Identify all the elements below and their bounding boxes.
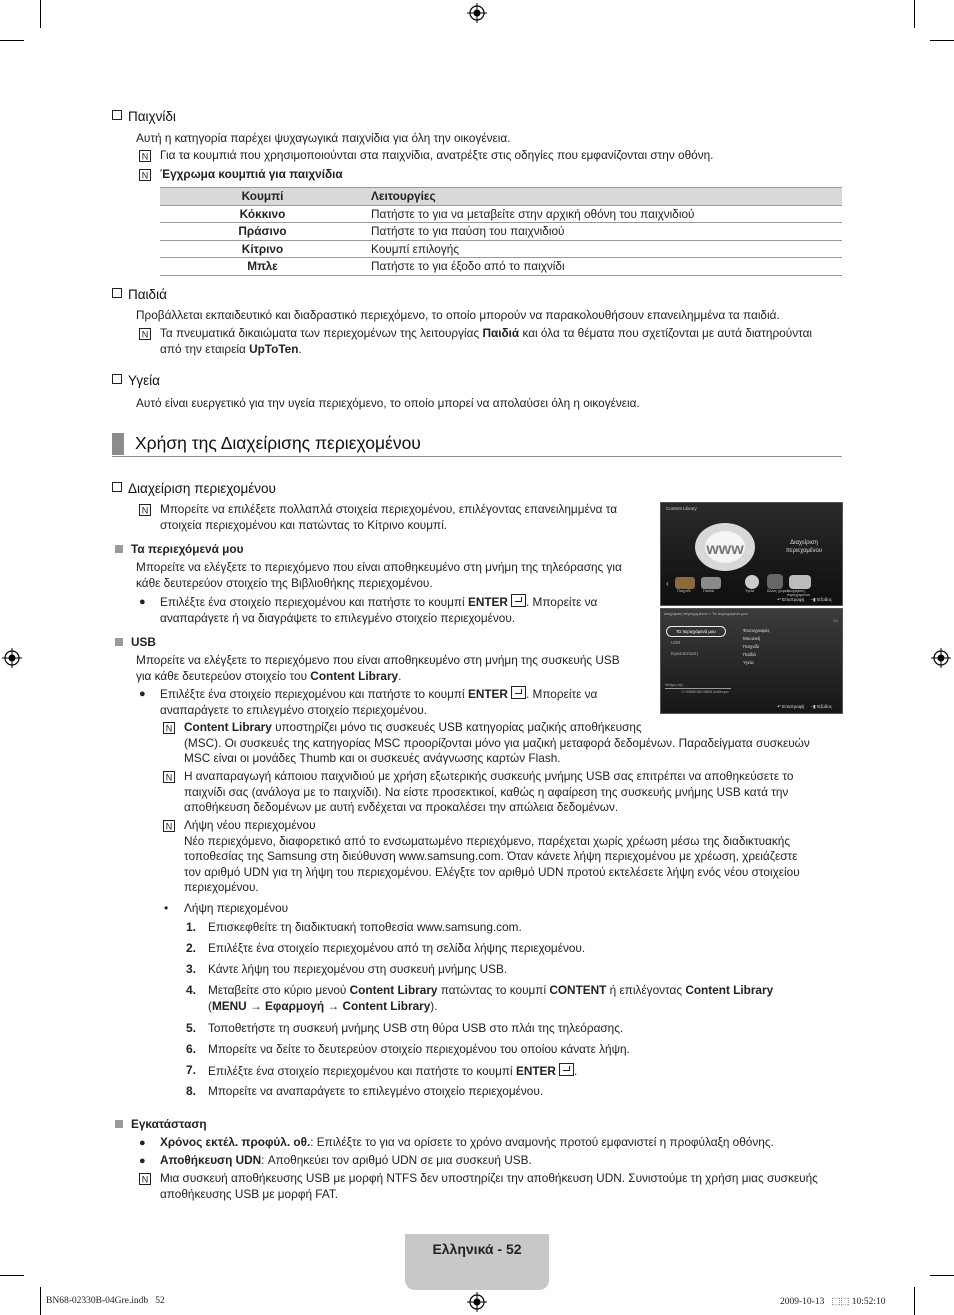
step-number: 1.	[186, 920, 197, 934]
text: Νέο περιεχόμενο, διαφορετικό από το ενσωματωμένο περιεχόμενο, παρέχεται χωρίς χρέωση μέσω της διαδικτυακής	[184, 833, 791, 848]
checkbox-square-icon	[112, 288, 122, 298]
crop-mark	[40, 1287, 41, 1315]
text: Παιδιά	[482, 326, 520, 340]
game-icon	[675, 577, 695, 589]
health-description: Αυτό είναι ευεργετικό για την υγεία περιεχόμενο, το οποίο μπορεί να απολαύσει όλη η οικογένεια.	[136, 396, 640, 410]
text: περιεχομένου.	[184, 880, 259, 894]
step-number: 3.	[186, 962, 197, 976]
kids-description: Προβάλλεται εκπαιδευτικό και διαδραστικό περιεχόμενο, το οποίο μπορούν να παρακολουθήσουν επανειλημμένα τα παιδιά.	[136, 308, 780, 322]
footer-date: 2009-10-13 ⬚⬚ 10:52:10	[780, 1297, 886, 1307]
text: Content Library	[685, 983, 774, 997]
svg-text:www: www	[706, 541, 744, 558]
text: →	[324, 998, 343, 1013]
games-description: Αυτή η κατηγορία παρέχει ψυχαγωγικά παιχνίδια για όλη την οικογένεια.	[136, 131, 511, 145]
text: ENTER	[467, 687, 508, 701]
my-contents-bullet	[160, 594, 597, 626]
text: UpToTen	[249, 341, 299, 356]
svg-text:N: N	[165, 821, 173, 832]
text: ENTER	[467, 595, 508, 609]
registration-mark-icon	[931, 648, 951, 668]
text: Τα πνευματικά δικαιώματα των περιεχομένων της λειτουργίας	[160, 326, 483, 340]
text: υποστηρίζει μόνο τις συσκευές USB κατηγορίας μαζικής αποθήκευσης	[271, 720, 642, 734]
setup-bullet-screensaver	[160, 1135, 774, 1151]
crop-mark	[0, 40, 24, 41]
text: πατώντας το κουμπί	[437, 983, 550, 997]
svg-text:N: N	[165, 772, 173, 783]
text: Λήψη νέου περιεχομένου	[184, 818, 316, 832]
text: CONTENT	[549, 983, 607, 997]
crop-mark	[930, 1275, 954, 1276]
screen-header: Διαχείριση περιεχομένου > Τα περιεχόμενά μου	[664, 611, 748, 616]
text: ENTER	[515, 1064, 556, 1078]
text: αναπαράγετε ή να διαγράψετε το επιλεγμένο στοιχείο περιεχομένου.	[160, 610, 516, 625]
text: Τα περιεχόμενά μου	[131, 542, 244, 556]
bullet-icon: •	[164, 901, 169, 915]
note-icon	[163, 820, 175, 832]
step-text: Κάντε λήψη του περιεχομένου στη συσκευή μνήμης USB.	[208, 962, 508, 976]
registration-mark-icon	[467, 3, 487, 23]
text: : Επιλέξτε το για να ορίσετε το χρόνο αναμονής προτού εμφανιστεί η προφύλαξη οθόνης.	[310, 1135, 774, 1149]
text: Μπορείτε να ελέγξετε το περιεχόμενο που είναι αποθηκευμένο στη μνήμη της τηλεόρασης για	[136, 560, 622, 574]
list-item[interactable]: Παιχνίδι	[743, 644, 759, 649]
usb-note-msc	[184, 720, 810, 767]
text: MENU	[211, 998, 247, 1013]
footer-file: BN68-02330B-04Gre.indb 52	[46, 1296, 165, 1306]
memory-label: Μνήμη τηλ.	[665, 683, 685, 687]
note-icon	[139, 504, 151, 516]
step-number: 6.	[186, 1042, 197, 1056]
content-management-icon	[789, 575, 811, 589]
note-icon	[139, 1173, 151, 1185]
side-item-my-contents[interactable]: Τα περιεχόμενά μου	[666, 626, 726, 637]
text: Παιχνίδι	[677, 589, 691, 593]
section-title: Χρήση της Διαχείρισης περιεχομένου	[135, 433, 421, 453]
screen-page-count: 1/1	[833, 619, 839, 623]
heading-text: Διαχείριση περιεχομένου	[128, 481, 276, 496]
content-library-screenshot	[660, 502, 843, 606]
memory-bar	[665, 688, 731, 689]
step-number: 4.	[186, 983, 197, 997]
gray-square-icon	[115, 638, 123, 646]
note-icon	[139, 169, 151, 181]
table-header-row	[160, 188, 842, 206]
text: Εγκατάσταση	[131, 1117, 207, 1131]
text: Content Library	[349, 983, 438, 997]
text: . Μπορείτε να	[525, 687, 598, 701]
text: κάθε δευτερεύον στοιχείο της Βιβλιοθήκης περιεχομένου.	[136, 575, 433, 590]
checkbox-square-icon	[112, 110, 122, 120]
text: για κάθε δευτερεύον στοιχείο του	[136, 668, 311, 683]
section-bar	[112, 433, 124, 455]
step-text	[208, 983, 773, 1014]
usb-bullet	[160, 686, 597, 718]
table-cell: Κόκκινο	[160, 205, 365, 223]
table-row	[160, 205, 842, 223]
text: Μια συσκευή αποθήκευσης USB με μορφή NTFS δεν υποστηρίζει την αποθήκευση UDN. Συνιστούμε τη χρήση μιας συσκευής	[160, 1171, 818, 1185]
text: Επιλέξτε ένα στοιχείο περιεχομένου και πατήστε το κουμπί	[160, 595, 468, 609]
text: Υγεία	[745, 589, 754, 593]
game-buttons-table	[160, 187, 842, 276]
text: τοποθεσίας της Samsung στη διεύθυνση www.samsung.com. Όταν κάνετε λήψη περιεχομένου με χρέωση, χρειάζεστε	[184, 849, 798, 863]
usb-note-download	[184, 818, 800, 896]
text: Μπορείτε να επιλέξετε πολλαπλά στοιχεία περιεχομένου, επιλέγοντας επανειλημμένα τα	[160, 502, 618, 516]
games-heading	[112, 109, 176, 124]
text: τον αριθμό UDN για τη λήψη του περιεχομένου. Ελέγξτε τον αριθμό UDN προτού εκτελέσετε λήψη ενός νέου στοιχείου	[184, 864, 800, 879]
svg-text:N: N	[165, 723, 173, 734]
content-management-heading	[112, 481, 276, 496]
side-item-setup[interactable]: Εγκατάσταση	[671, 651, 698, 656]
kids-icon	[701, 577, 721, 589]
www-globe-icon	[685, 517, 765, 575]
heading-text: Παιχνίδι	[128, 109, 176, 124]
bullet-icon: ●	[139, 1155, 146, 1167]
step-number: 8.	[186, 1084, 197, 1098]
text: ή επιλέγοντας	[606, 983, 686, 997]
table-cell: Μπλε	[160, 258, 365, 276]
table-cell: Πατήστε το για έξοδο από το παιχνίδι	[365, 258, 842, 276]
note-icon	[139, 150, 151, 162]
text: Μεταβείτε στο κύριο μενού	[208, 983, 350, 997]
text: Άλλες χώρες	[767, 589, 789, 593]
text: Η αναπαραγωγή κάποιου παιχνιδιού με χρήση εξωτερικής συσκευής μνήμης USB σας επιτρέπει να αποθηκεύσετε το	[184, 769, 794, 783]
table-header-cell: Λειτουργίες	[365, 188, 842, 206]
kids-note	[160, 326, 850, 357]
heading-text: Παιδιά	[128, 287, 167, 302]
bullet-icon: ●	[139, 596, 146, 608]
step-number: 2.	[186, 941, 197, 955]
table-header-cell: Κουμπί	[160, 188, 365, 206]
text: ).	[430, 998, 438, 1013]
checkbox-square-icon	[112, 374, 122, 384]
crop-mark	[0, 1275, 24, 1276]
usb-desc	[136, 653, 620, 684]
text: στοιχεία περιεχομένου και πατώντας το Κίτρινο κουμπί.	[160, 517, 448, 532]
text: Content Library	[184, 720, 272, 734]
crop-mark	[930, 40, 954, 41]
games-note-buttons: Για τα κουμπιά που χρησιμοποιούνται στα παιχνίδια, ανατρέξτε στις οδηγίες που εμφανίζονται στην οθόνη.	[160, 148, 714, 162]
heading-text: Υγεία	[128, 373, 160, 388]
table-cell: Πατήστε το για να μεταβείτε στην αρχική οθόνη του παιχνιδιού	[365, 205, 842, 223]
table-row	[160, 223, 842, 241]
screen-footer: ↶ Επιστροφή −▮ Έξοδος	[777, 597, 832, 602]
table-cell: Κίτρινο	[160, 240, 365, 258]
enter-key-icon	[559, 1063, 574, 1076]
left-arrow-icon: ‹	[666, 579, 669, 588]
text: Μπορείτε να ελέγξετε το περιεχόμενο που είναι αποθηκευμένο στη μνήμη της συσκευής USB	[136, 653, 620, 667]
text: αποθήκευσης USB με μορφή FAT.	[160, 1186, 339, 1201]
usb-title	[115, 635, 156, 651]
section-divider	[112, 456, 842, 457]
step-text	[208, 1063, 577, 1080]
step-text: Μπορείτε να αναπαράγετε το επιλεγμένο στοιχείο περιεχομένου.	[208, 1084, 544, 1098]
text: Επιστροφή	[782, 704, 805, 709]
setup-bullet-udn	[160, 1153, 532, 1169]
text: MSC είναι οι μονάδες Thumb και οι συσκευές ανάγνωσης καρτών Flash.	[184, 751, 561, 765]
svg-text:N: N	[141, 151, 149, 162]
text: Διαχείριση	[790, 540, 818, 546]
text: Εφαρμογή	[265, 998, 325, 1013]
text: Content Library	[342, 998, 431, 1013]
setup-title	[115, 1117, 207, 1133]
note-icon	[163, 771, 175, 783]
text: περιεχομένου	[785, 548, 823, 554]
text: Επιστροφή	[782, 597, 805, 602]
step-text: Επισκεφθείτε τη διαδικτυακή τοποθεσία www.samsung.com.	[208, 920, 522, 934]
screen-header: Content Library	[666, 506, 697, 511]
setup-note-ntfs	[160, 1171, 818, 1202]
crop-mark	[914, 1287, 915, 1315]
text: αποθήκευση δεδομένων με αυτή ενδέχεται να προκαλέσει την απώλεια δεδομένων.	[184, 800, 619, 814]
content-list	[743, 627, 770, 667]
list-item[interactable]: Παιδιά	[743, 652, 756, 657]
note-icon	[139, 328, 151, 340]
crop-mark	[914, 0, 915, 28]
table-cell: Κουμπί επιλογής	[365, 240, 842, 258]
text: Έξοδος	[816, 704, 832, 709]
list-item[interactable]: Υγεία	[743, 660, 754, 665]
step-number: 7.	[186, 1063, 197, 1077]
crop-mark	[40, 0, 41, 28]
checkbox-square-icon	[112, 482, 122, 492]
text: →	[246, 998, 266, 1013]
text: αναπαράγετε το επιλεγμένο στοιχείο περιεχομένου.	[160, 702, 427, 717]
svg-text:N: N	[141, 505, 149, 516]
download-title: Λήψη περιεχομένου	[184, 901, 289, 915]
text: (MSC). Οι συσκευές της κατηγορίας MSC προορίζονται μόνο για μαζική μεταφορά δεδομένων. Παραδείγματα συσκευών	[184, 735, 810, 750]
list-item[interactable]: Φωτογραφίες	[743, 628, 770, 633]
games-note-colored-buttons: Έγχρωμα κουμπιά για παιχνίδια	[160, 167, 343, 181]
text: .	[398, 668, 402, 683]
text: Χρόνος εκτέλ. προφύλ. οθ.	[160, 1135, 311, 1149]
text: από την εταιρεία	[160, 341, 250, 356]
text: παιχνίδι σας (ανάλογα με το παιχνίδι). Να είστε προσεκτικοί, καθώς η αφαίρεση της συσκευής μνήμης USB κατά την	[184, 784, 789, 799]
text: Διαχείριση περιεχομένου	[787, 589, 810, 597]
text: USB	[131, 635, 156, 649]
table-cell: Πράσινο	[160, 223, 365, 241]
svg-text:N: N	[141, 1174, 149, 1185]
screen-label	[769, 539, 839, 555]
bullet-icon: ●	[139, 1137, 146, 1149]
usb-note-save	[184, 769, 793, 816]
enter-key-icon	[511, 594, 526, 607]
step-text: Μπορείτε να δείτε το δευτερεύον στοιχείο περιεχομένου του οποίου κάνατε λήψη.	[208, 1042, 630, 1056]
text: Παιδιά	[703, 589, 714, 593]
my-contents-screenshot	[660, 608, 843, 714]
registration-mark-icon	[467, 1292, 487, 1312]
text: .	[298, 341, 302, 356]
bullet-icon: ●	[139, 688, 146, 700]
table-cell: Πατήστε το για παύση του παιχνιδιού	[365, 223, 842, 241]
svg-text:N: N	[141, 329, 149, 340]
svg-text:N: N	[141, 170, 149, 181]
text: Επιλέξτε ένα στοιχείο περιεχομένου και πατήστε το κουμπί	[160, 687, 468, 701]
kids-heading	[112, 287, 167, 302]
table-row	[160, 240, 842, 258]
health-icon	[745, 575, 759, 589]
page-number: Ελληνικά - 52	[432, 1241, 522, 1257]
memory-value: 17.94MB/186.48MB Διαθέσιμο	[681, 690, 729, 694]
gray-square-icon	[115, 545, 123, 553]
step-text: Επιλέξτε ένα στοιχείο περιεχομένου από τη σελίδα λήψης περιεχομένου.	[208, 941, 586, 955]
health-heading	[112, 373, 160, 388]
note-icon	[163, 722, 175, 734]
step-number: 5.	[186, 1021, 197, 1035]
text: Content Library	[310, 668, 399, 683]
other-countries-icon	[767, 574, 783, 589]
enter-key-icon	[511, 686, 526, 699]
text: : Αποθηκεύει τον αριθμό UDN σε μια συσκευή USB.	[261, 1153, 532, 1167]
text: (	[208, 998, 212, 1013]
cm-note	[160, 502, 617, 533]
text: και όλα τα θέματα που σχετίζονται με αυτά διατηρούνται	[519, 326, 813, 340]
side-item-usb[interactable]: USB	[671, 640, 681, 645]
table-row	[160, 258, 842, 276]
text: .	[573, 1064, 578, 1078]
text: Επιλέξτε ένα στοιχείο περιεχομένου και πατήστε το κουμπί	[208, 1064, 516, 1078]
my-contents-title	[115, 542, 243, 558]
my-contents-desc	[136, 560, 622, 591]
screen-footer: ↶ Επιστροφή −▮ Έξοδος	[777, 704, 832, 709]
list-item[interactable]: Μουσική	[743, 636, 761, 641]
registration-mark-icon	[2, 648, 22, 668]
step-text: Τοποθετήστε τη συσκευή μνήμης USB στη θύρα USB στο πλάι της τηλεόρασης.	[208, 1021, 624, 1035]
text: Έξοδος	[816, 597, 832, 602]
gray-square-icon	[115, 1120, 123, 1128]
text: Αποθήκευση UDN	[160, 1153, 262, 1167]
text: . Μπορείτε να	[525, 595, 598, 609]
